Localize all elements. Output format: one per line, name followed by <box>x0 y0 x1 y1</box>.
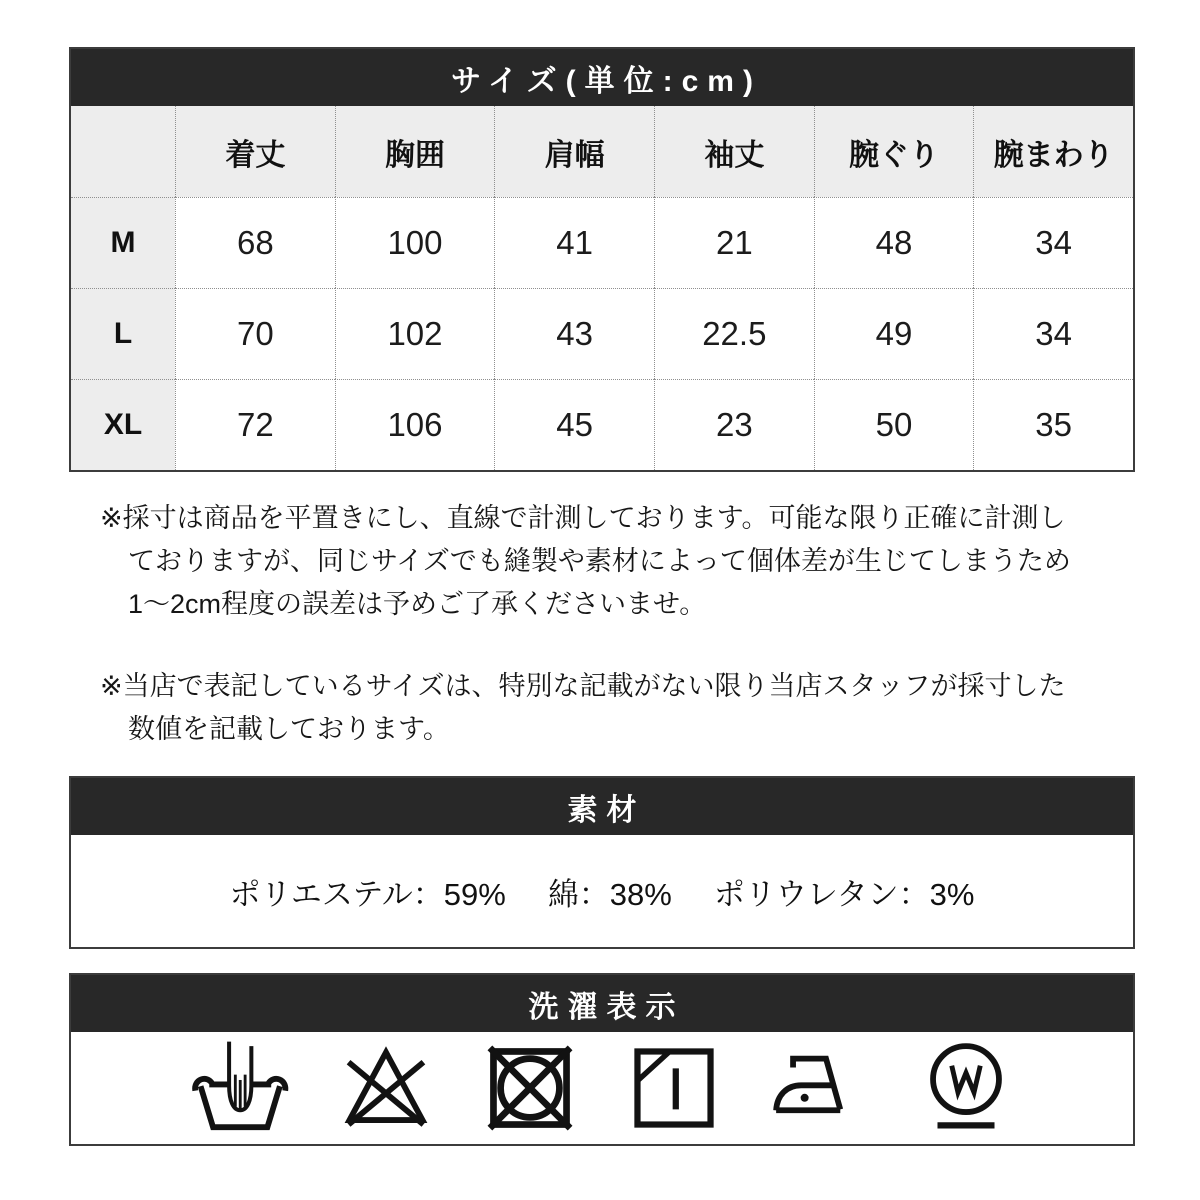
size-table-title-bar <box>71 49 1133 106</box>
value-xl-armhole: 50 <box>814 379 974 470</box>
laundry-section <box>69 973 1135 1146</box>
column-header-shoulder: 肩幅 <box>494 106 654 197</box>
column-header-bust: 胸囲 <box>335 106 495 197</box>
do-not-bleach-icon <box>337 1039 435 1137</box>
iron-low-temp-icon <box>769 1039 871 1137</box>
value-m-bust: 100 <box>335 197 495 288</box>
note-line: 数値を記載しております。 <box>128 714 450 744</box>
size-table <box>71 106 1133 470</box>
corner-cell <box>71 106 175 197</box>
row-label-m: M <box>71 197 175 288</box>
material-item-cotton: 綿：38% <box>547 876 672 912</box>
hand-wash-icon <box>189 1039 291 1137</box>
value-l-bust: 102 <box>335 288 495 379</box>
value-m-armhole: 48 <box>814 197 974 288</box>
measurement-disclaimer-note <box>100 497 1110 626</box>
material-section <box>69 776 1135 949</box>
column-header-armhole: 腕ぐり <box>814 106 974 197</box>
wet-clean-icon <box>917 1039 1015 1137</box>
note-line: ※採寸は商品を平置きにし、直線で計測しております。可能な限り正確に計測し <box>100 503 1066 533</box>
care-symbols-row <box>71 1032 1133 1144</box>
row-label-l: L <box>71 288 175 379</box>
column-header-sleeve: 袖丈 <box>654 106 814 197</box>
value-l-sleeve: 22.5 <box>654 288 814 379</box>
row-label-xl: XL <box>71 379 175 470</box>
note-line: 1〜2cm程度の誤差は予めご了承くださいませ。 <box>128 589 707 619</box>
column-header-arm-width: 腕まわり <box>973 106 1133 197</box>
material-title: 素材 <box>567 793 646 827</box>
value-m-chest-length: 68 <box>175 197 335 288</box>
material-item-polyurethane: ポリウレタン：3% <box>713 876 975 912</box>
value-l-armhole: 49 <box>814 288 974 379</box>
value-m-sleeve: 21 <box>654 197 814 288</box>
staff-measured-note <box>100 665 1110 751</box>
material-item-polyester: ポリエステル：59% <box>229 876 506 912</box>
value-xl-chest-length: 72 <box>175 379 335 470</box>
note-line: ておりますが、同じサイズでも縫製や素材によって個体差が生じてしまうため <box>128 546 1071 576</box>
value-l-arm-width: 34 <box>973 288 1133 379</box>
size-table-section <box>69 47 1135 472</box>
size-table-title: サイズ(単位:cm) <box>451 64 762 98</box>
value-l-shoulder: 43 <box>494 288 654 379</box>
shade-line-dry-icon <box>625 1039 723 1137</box>
value-xl-sleeve: 23 <box>654 379 814 470</box>
value-xl-arm-width: 35 <box>973 379 1133 470</box>
note-line: ※当店で表記しているサイズは、特別な記載がない限り当店スタッフが採寸した <box>100 671 1066 701</box>
value-m-arm-width: 34 <box>973 197 1133 288</box>
value-l-chest-length: 70 <box>175 288 335 379</box>
do-not-tumble-dry-icon <box>481 1039 579 1137</box>
notes-block <box>100 497 1110 751</box>
material-title-bar <box>71 778 1133 835</box>
value-xl-shoulder: 45 <box>494 379 654 470</box>
value-m-shoulder: 41 <box>494 197 654 288</box>
value-xl-bust: 106 <box>335 379 495 470</box>
material-composition <box>71 835 1133 947</box>
column-header-chest-length: 着丈 <box>175 106 335 197</box>
laundry-title: 洗濯表示 <box>528 990 685 1024</box>
laundry-title-bar <box>71 975 1133 1032</box>
